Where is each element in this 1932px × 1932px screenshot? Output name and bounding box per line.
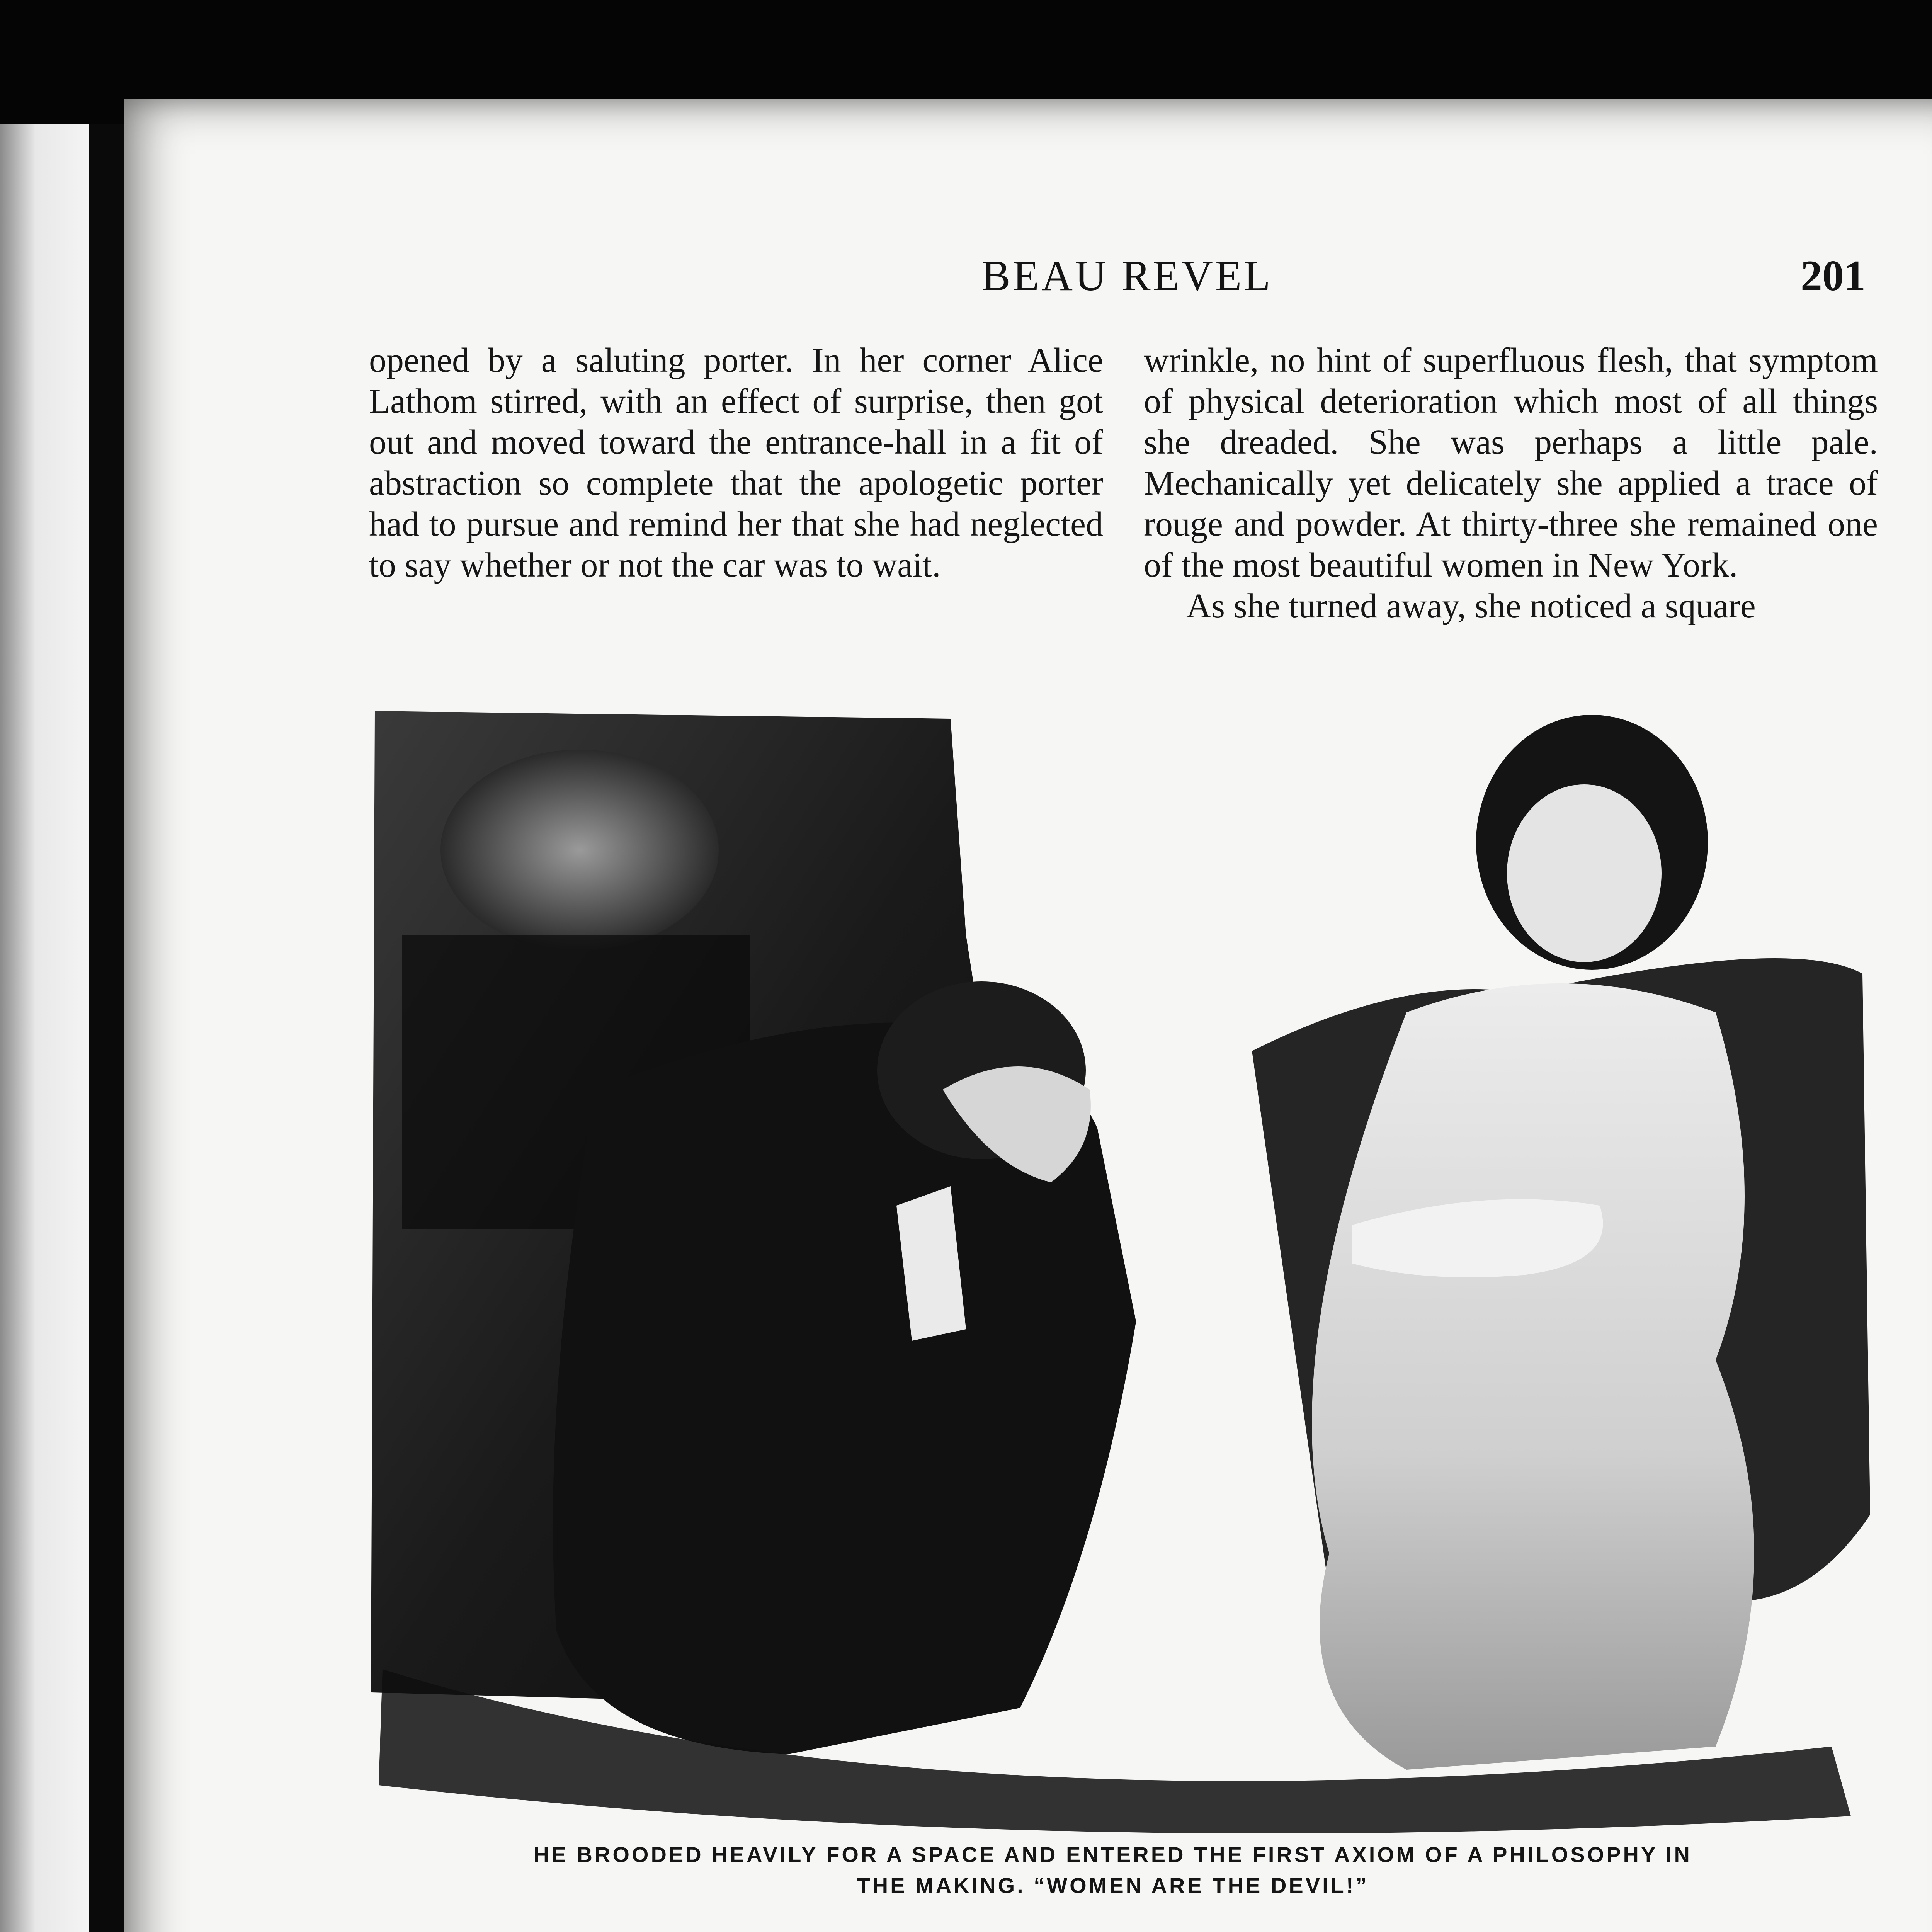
illustration-drawing [363,703,1882,1847]
facing-page-edge [0,124,89,1932]
book-gutter [89,124,124,1932]
column-top-left [369,340,1103,586]
paragraph: As she turned away, she noticed a square [1186,587,1756,625]
illustration-caption [386,1839,1839,1901]
lamp-shade [440,750,719,951]
page-number: 201 [1801,252,1866,300]
caption-line: THE MAKING. “WOMEN ARE THE DEVIL!” [857,1873,1369,1898]
caption-line: HE BROODED HEAVILY FOR A SPACE AND ENTERED THE FIRST AXIOM OF A PHILOSOPHY IN [534,1842,1692,1867]
woman-dress [1312,983,1754,1770]
column-top-right [1144,340,1878,627]
illustration [363,703,1882,1847]
paragraph: opened by a saluting porter. In her corner Alice Lathom stirred, with an effect of surprise, then got out and moved toward the entrance-hall in a fit of abstraction so complete that the apologetic porter had to pursue and remind her that she had neglected to say whether or not the car was to wait. [369,341,1103,584]
paragraph: wrinkle, no hint of superfluous flesh, that symptom of physical deterioration which most of all things she dreaded. She was perhaps a little pale. Mechanically yet delicately she applied a trace of rouge and powder. At thirty-three she remained one of the most beautiful women in New York. [1144,341,1878,584]
running-title: BEAU REVEL [981,252,1273,300]
woman-face [1507,784,1662,962]
